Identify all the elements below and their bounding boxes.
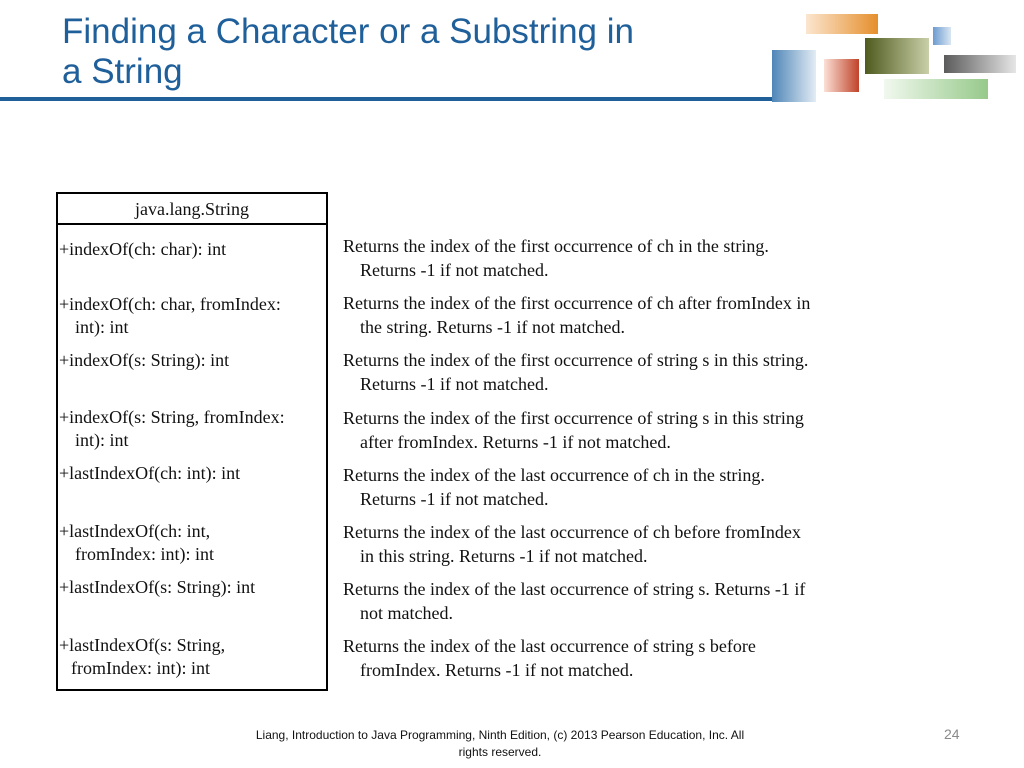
method-indexof-char-fromindex: +indexOf(ch: char, fromIndex: int): int [59,294,281,337]
method-indexof-string-fromindex: +indexOf(s: String, fromIndex: int): int [59,407,285,450]
method-lastindexof-string: +lastIndexOf(s: String): int [59,577,256,597]
description-lastindexof-int: Returns the index of the last occurrence of ch in the string. Returns -1 if not matched. [343,465,765,509]
method-lastindexof-int-fromindex: +lastIndexOf(ch: int, fromIndex: int): int [59,521,214,564]
method-indexof-char: +indexOf(ch: char): int [59,239,227,259]
page-number: 24 [944,726,960,742]
description-lastindexof-string: Returns the index of the last occurrence of string s. Returns -1 if not matched. [343,579,806,623]
description-lastindexof-string-fromindex: Returns the index of the last occurrence of string s before fromIndex. Returns -1 if not matched. [343,636,756,680]
method-lastindexof-int: +lastIndexOf(ch: int): int [59,463,241,483]
deco-tile-gray [944,55,1016,73]
uml-class-name: java.lang.String [58,194,326,225]
title-underline [0,97,780,101]
deco-tile-blue-bar [772,50,816,102]
footer-copyright: Liang, Introduction to Java Programming, Ninth Edition, (c) 2013 Pearson Education, Inc. All rights reserved. [255,728,745,759]
deco-tile-green [884,79,988,99]
slide-title-line-2: a String [62,52,183,91]
method-indexof-string: +indexOf(s: String): int [59,350,230,370]
description-indexof-string: Returns the index of the first occurrence of string s in this string. Returns -1 if not matched. [343,350,809,394]
method-lastindexof-string-fromindex: +lastIndexOf(s: String, fromIndex: int): int [59,635,226,678]
deco-tile-orange [806,14,878,34]
slide-title-line-1: Finding a Character or a Substring in [62,12,634,51]
description-indexof-string-fromindex: Returns the index of the first occurrence of string s in this string after fromIndex. Returns -1 if not matched. [343,408,804,452]
deco-tile-light-blue [933,27,951,45]
deco-tile-red [824,59,859,92]
description-indexof-char-fromindex: Returns the index of the first occurrence of ch after fromIndex in the string. Returns -1 if not matched. [343,293,811,337]
deco-tile-olive [865,38,929,74]
uml-class-box [56,192,328,691]
description-lastindexof-int-fromindex: Returns the index of the last occurrence of ch before fromIndex in this string. Returns -1 if not matched. [343,522,801,566]
slide-title [62,12,762,92]
description-indexof-char: Returns the index of the first occurrence of ch in the string. Returns -1 if not matched. [343,236,769,280]
